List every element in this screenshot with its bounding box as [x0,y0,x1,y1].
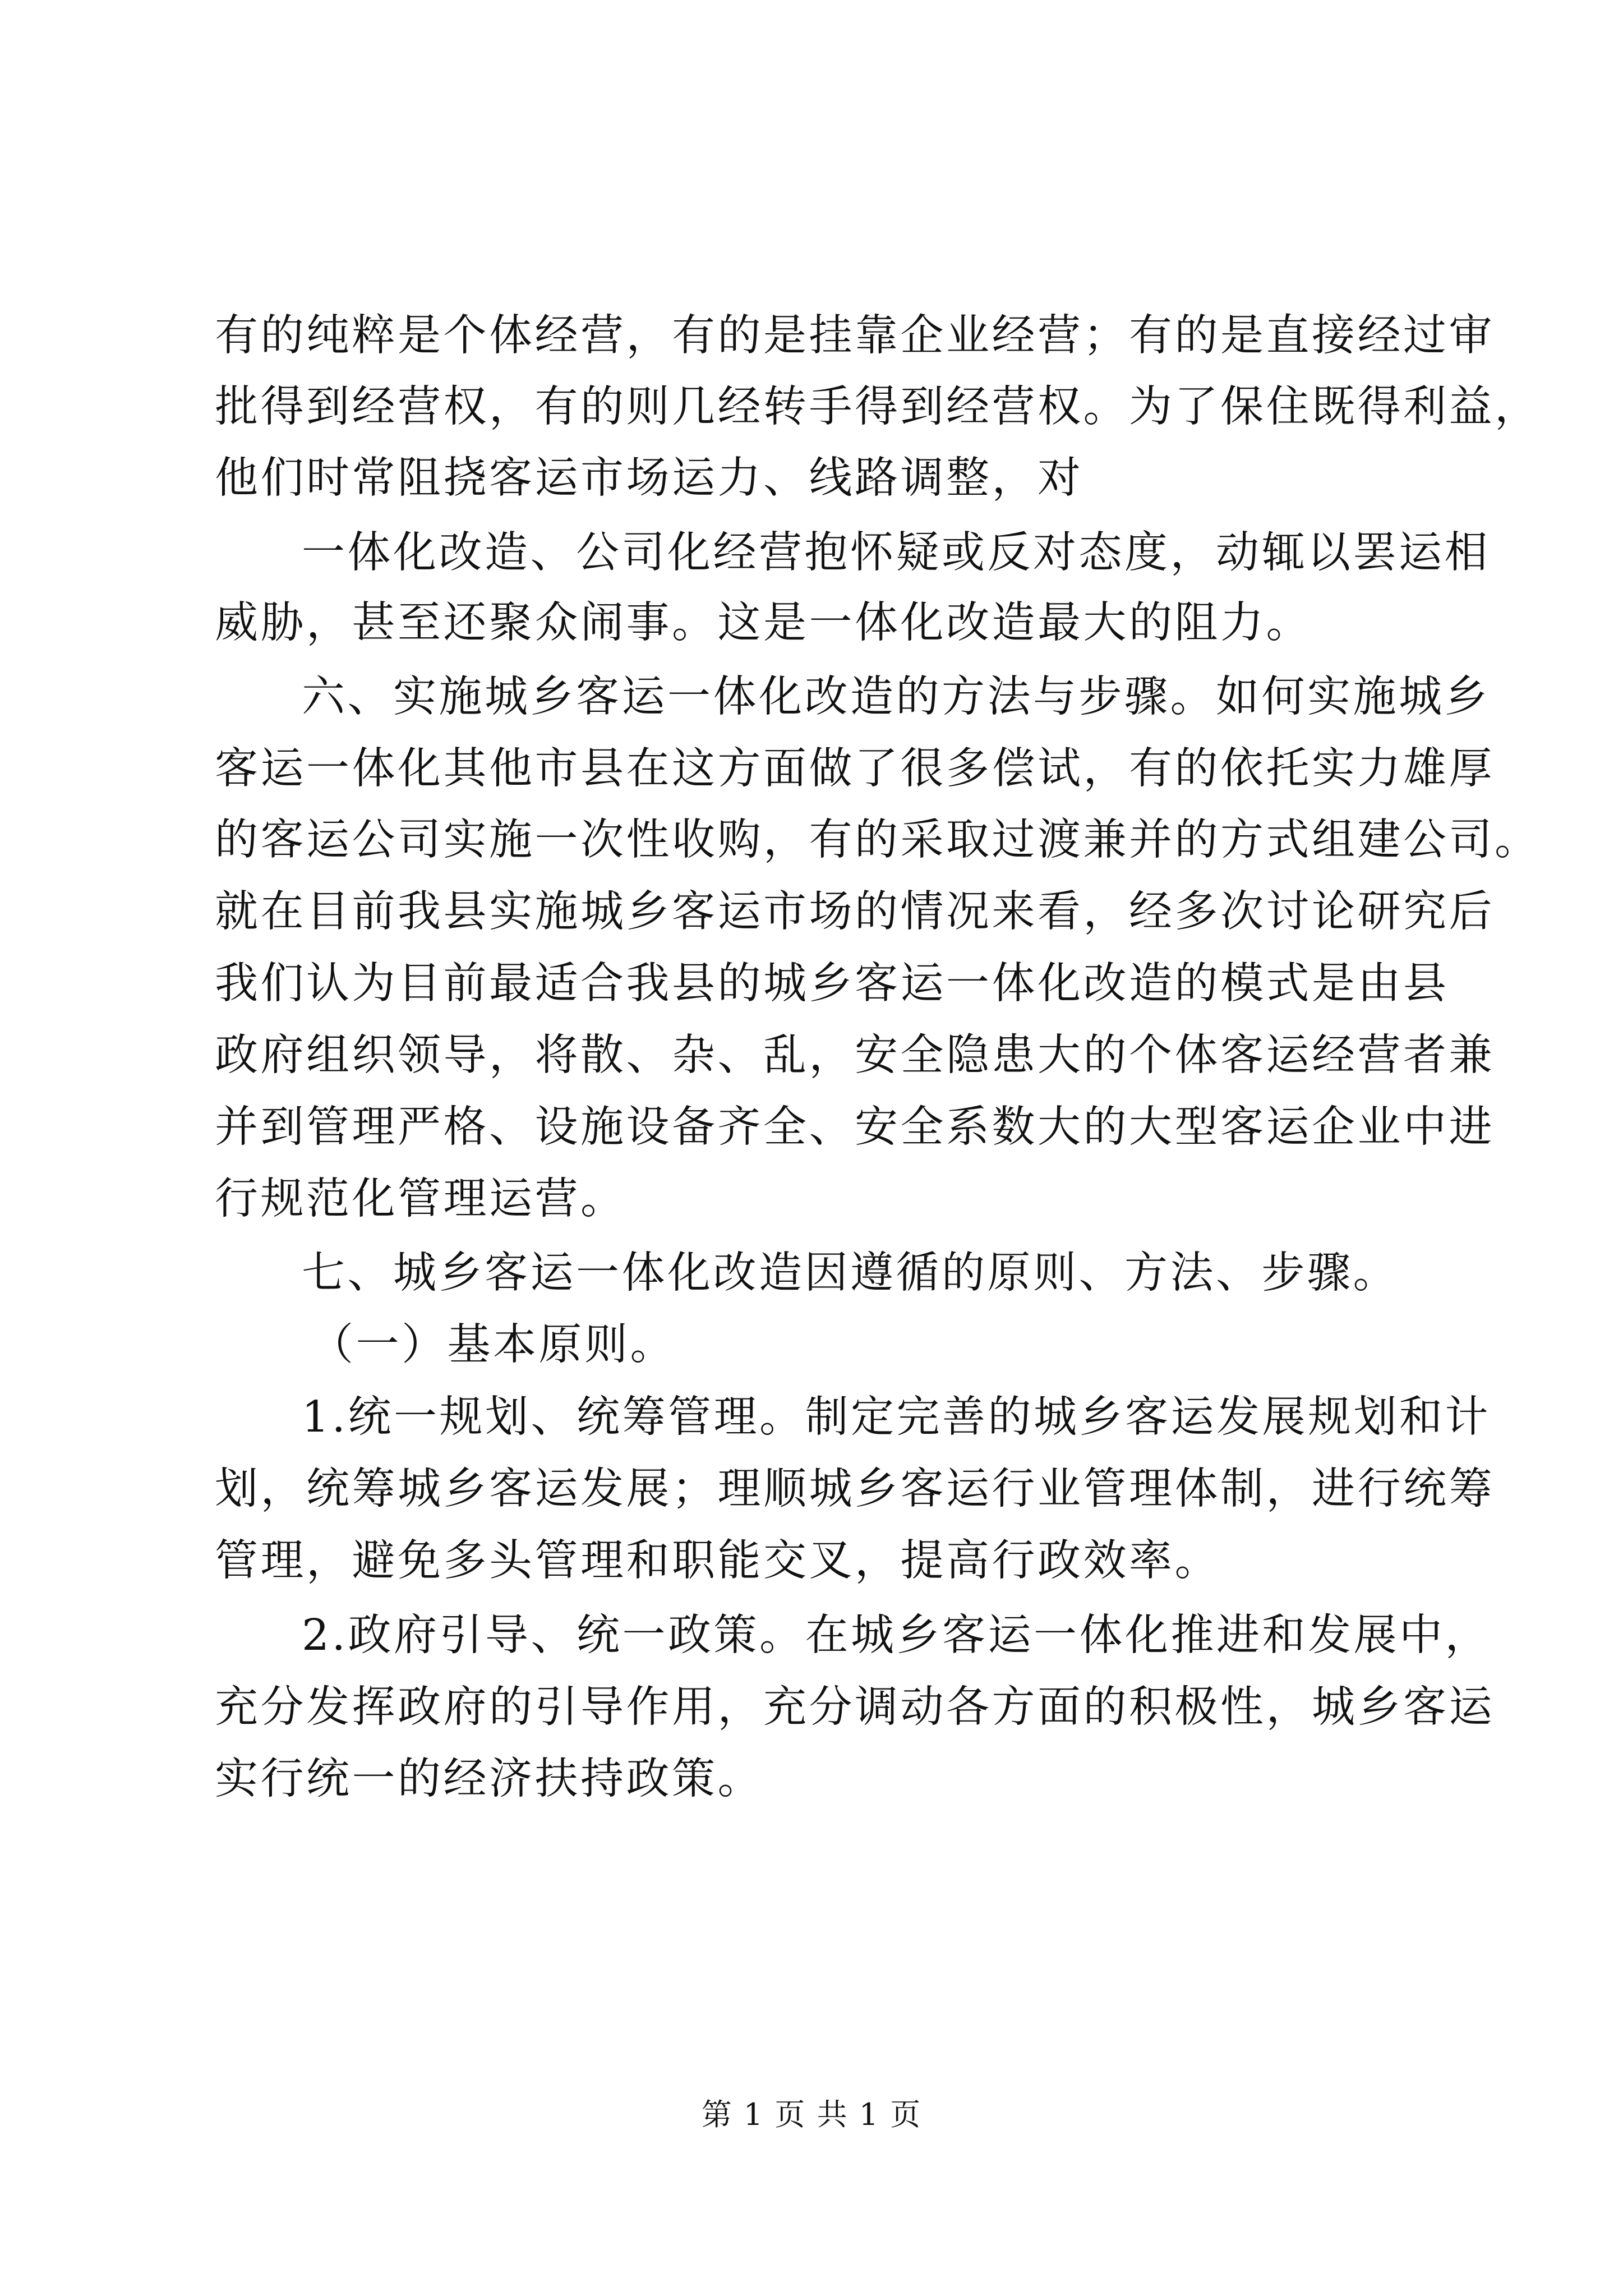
paragraph-2-line-1: 一体化改造、公司化经营抱怀疑或反对态度，动辄以罢运相 [302,528,1490,578]
paragraph-7-line-1: 2.政府引导、统一政策。在城乡客运一体化推进和发展中， [302,1611,1491,1660]
paragraph-6-line-2: 划，统筹城乡客运发展；理顺城乡客运行业管理体制，进行统筹 [215,1464,1495,1514]
paragraph-3-line-1: 六、实施城乡客运一体化改造的方法与步骤。如何实施城乡 [302,672,1490,722]
paragraph-3-line-8: 行规范化管理运营。 [215,1174,626,1224]
page-number-label: 第 1 页 共 1 页 [701,2097,922,2132]
paragraph-3-line-4: 就在目前我县实施城乡客运市场的情况来看，经多次讨论研究后 [215,887,1495,937]
paragraph-7-line-3: 实行统一的经济扶持政策。 [215,1754,763,1804]
paragraph-3-line-2: 客运一体化其他市县在这方面做了很多偿试，有的依托实力雄厚 [215,744,1495,794]
paragraph-3-line-3: 的客运公司实施一次性收购，有的采取过渡兼并的方式组建公司。 [215,815,1541,865]
paragraph-6-line-1: 1.统一规划、统筹管理。制定完善的城乡客运发展规划和计 [302,1392,1491,1442]
page-footer [0,2095,1623,2134]
paragraph-1-line-3: 他们时常阻挠客运市场运力、线路调整，对 [215,453,1083,503]
paragraph-6-line-3: 管理，避免多头管理和职能交叉，提高行政效率。 [215,1536,1220,1586]
paragraph-1-line-2: 批得到经营权，有的则几经转手得到经营权。为了保住既得利益， [215,382,1541,432]
paragraph-1-line-1: 有的纯粹是个体经营，有的是挂靠企业经营；有的是直接经过审 [215,311,1495,361]
paragraph-3-line-6: 政府组织领导，将散、杂、乱，安全隐患大的个体客运经营者兼 [215,1030,1495,1080]
paragraph-7-line-2: 充分发挥政府的引导作用，充分调动各方面的积极性，城乡客运 [215,1682,1495,1732]
section-heading-seven: 七、城乡客运一体化改造因遵循的原则、方法、步骤。 [302,1248,1399,1298]
subsection-heading-basic-principles: （一）基本原则。 [310,1320,676,1370]
paragraph-3-line-5: 我们认为目前最适合我县的城乡客运一体化改造的模式是由县 [215,959,1449,1009]
paragraph-3-line-7: 并到管理严格、设施设备齐全、安全系数大的大型客运企业中进 [215,1102,1495,1152]
paragraph-2-line-2: 威胁，甚至还聚众闹事。这是一体化改造最大的阻力。 [215,598,1312,648]
